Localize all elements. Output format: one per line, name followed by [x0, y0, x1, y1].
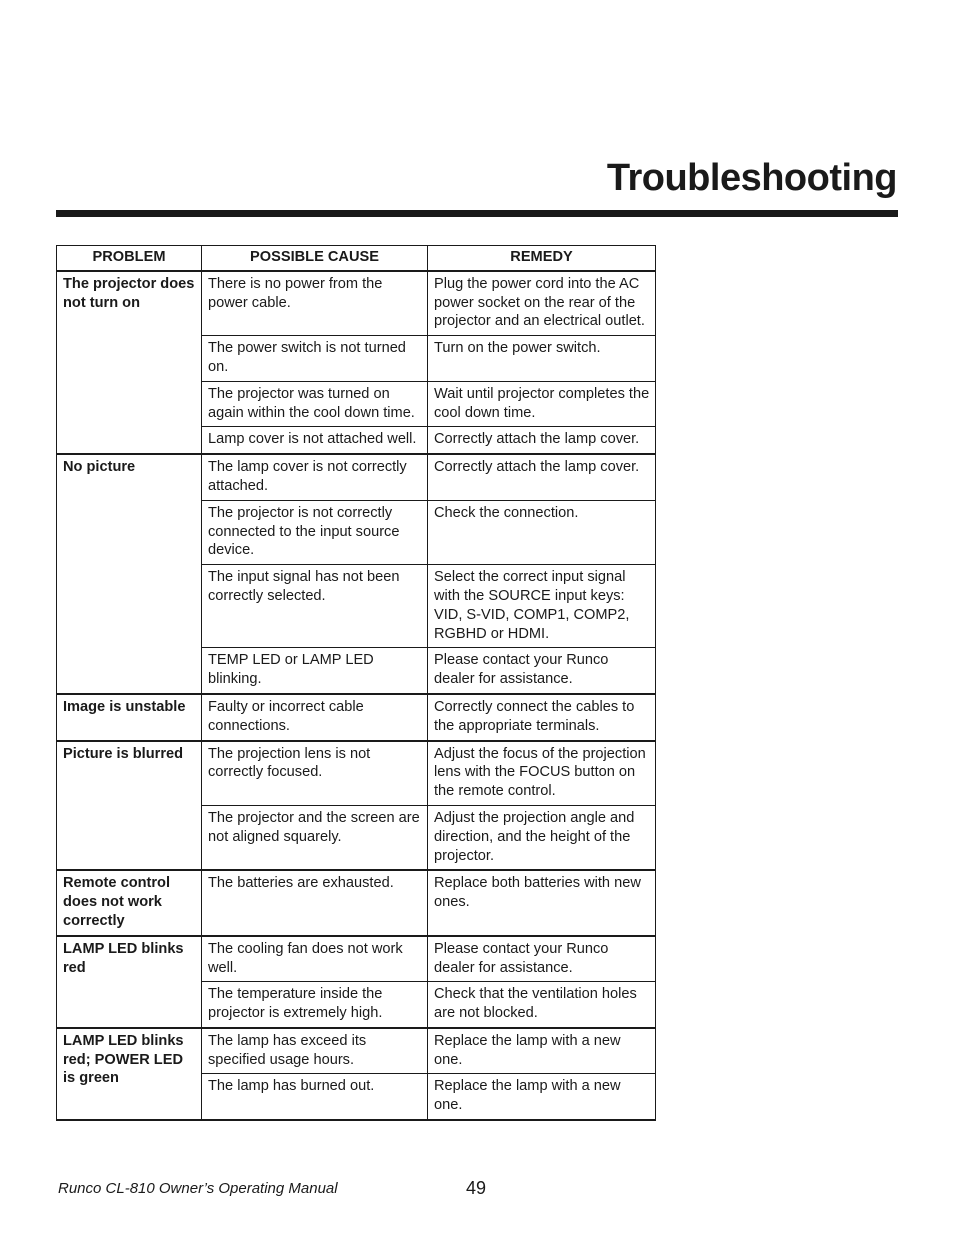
- header-possible-cause: POSSIBLE CAUSE: [202, 246, 428, 271]
- remedy-cell: Check the connection.: [428, 500, 656, 564]
- cause-cell: The projector and the screen are not aligned squarely.: [202, 805, 428, 870]
- table-row: [57, 1028, 656, 1074]
- remedy-cell: Adjust the projection angle and direction, and the height of the projector.: [428, 805, 656, 870]
- header-problem: PROBLEM: [57, 246, 202, 271]
- cause-cell: Lamp cover is not attached well.: [202, 427, 428, 454]
- troubleshooting-table: [56, 245, 656, 1121]
- cause-cell: The projector is not correctly connected to the input source device.: [202, 500, 428, 564]
- table-row: [57, 870, 656, 935]
- cause-cell: TEMP LED or LAMP LED blinking.: [202, 648, 428, 694]
- page-title: Troubleshooting: [606, 157, 897, 199]
- remedy-cell: Please contact your Runco dealer for assistance.: [428, 648, 656, 694]
- cause-cell: The batteries are exhausted.: [202, 870, 428, 935]
- remedy-cell: Adjust the focus of the projection lens with the FOCUS button on the remote control.: [428, 741, 656, 806]
- problem-cell: The projector does not turn on: [57, 271, 202, 454]
- footer-manual-title: Runco CL-810 Owner’s Operating Manual: [58, 1180, 338, 1197]
- table-header-row: [57, 246, 656, 271]
- problem-cell: Image is unstable: [57, 694, 202, 741]
- remedy-cell: Replace both batteries with new ones.: [428, 870, 656, 935]
- table-row: [57, 271, 656, 336]
- header-remedy: REMEDY: [428, 246, 656, 271]
- remedy-cell: Check that the ventilation holes are not blocked.: [428, 982, 656, 1028]
- remedy-cell: Correctly attach the lamp cover.: [428, 427, 656, 454]
- cause-cell: The power switch is not turned on.: [202, 336, 428, 382]
- cause-cell: The temperature inside the projector is extremely high.: [202, 982, 428, 1028]
- problem-cell: LAMP LED blinks red; POWER LED is green: [57, 1028, 202, 1120]
- problem-cell: Remote control does not work correctly: [57, 870, 202, 935]
- table-row: [57, 694, 656, 741]
- remedy-cell: Replace the lamp with a new one.: [428, 1074, 656, 1120]
- remedy-cell: Select the correct input signal with the SOURCE input keys: VID, S-VID, COMP1, COMP2, RGBHD or HDMI.: [428, 565, 656, 648]
- problem-cell: No picture: [57, 454, 202, 694]
- title-rule: [56, 210, 898, 217]
- cause-cell: The projection lens is not correctly focused.: [202, 741, 428, 806]
- cause-cell: The lamp has exceed its specified usage hours.: [202, 1028, 428, 1074]
- table-row: [57, 454, 656, 500]
- remedy-cell: Turn on the power switch.: [428, 336, 656, 382]
- cause-cell: The projector was turned on again within the cool down time.: [202, 381, 428, 427]
- problem-cell: LAMP LED blinks red: [57, 936, 202, 1028]
- remedy-cell: Replace the lamp with a new one.: [428, 1028, 656, 1074]
- remedy-cell: Correctly connect the cables to the appropriate terminals.: [428, 694, 656, 741]
- cause-cell: The lamp cover is not correctly attached.: [202, 454, 428, 500]
- cause-cell: The input signal has not been correctly selected.: [202, 565, 428, 648]
- cause-cell: Faulty or incorrect cable connections.: [202, 694, 428, 741]
- problem-cell: Picture is blurred: [57, 741, 202, 871]
- remedy-cell: Plug the power cord into the AC power socket on the rear of the projector and an electrical outlet.: [428, 271, 656, 336]
- remedy-cell: Wait until projector completes the cool down time.: [428, 381, 656, 427]
- remedy-cell: Please contact your Runco dealer for assistance.: [428, 936, 656, 982]
- cause-cell: The cooling fan does not work well.: [202, 936, 428, 982]
- page-number: 49: [466, 1178, 487, 1198]
- remedy-cell: Correctly attach the lamp cover.: [428, 454, 656, 500]
- cause-cell: The lamp has burned out.: [202, 1074, 428, 1120]
- table-row: [57, 936, 656, 982]
- cause-cell: There is no power from the power cable.: [202, 271, 428, 336]
- table-row: [57, 741, 656, 806]
